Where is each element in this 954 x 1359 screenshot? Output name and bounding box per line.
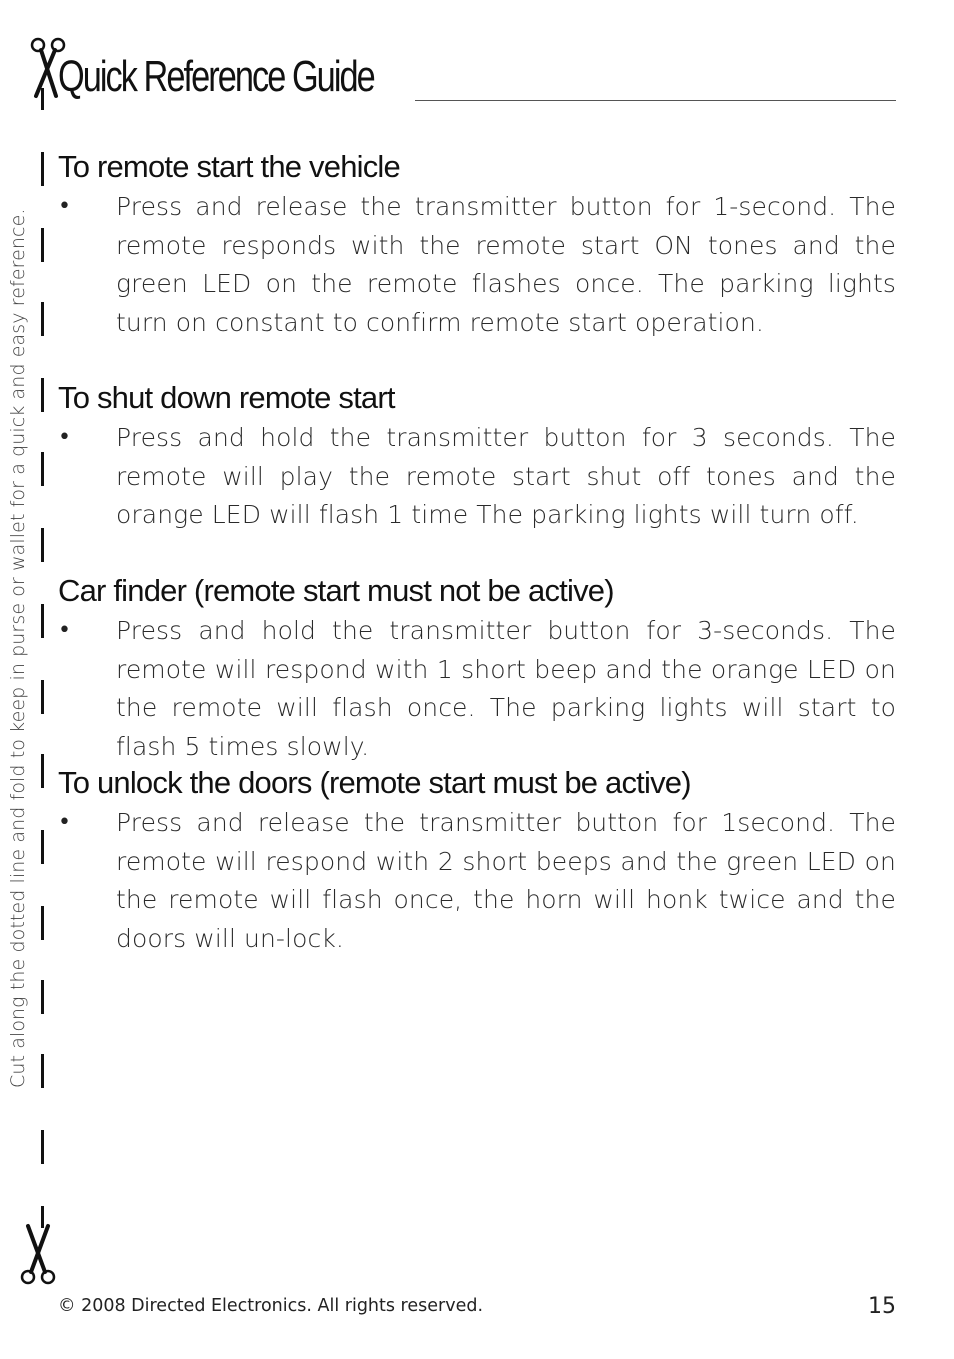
instruction-text: Press and hold the transmitter button for 3-seconds. The remote will respond with 1 short beep and the orange LED on the remote will flash once. The parking lights will start to flash 5 times slowly. bbox=[116, 616, 896, 762]
list-item bbox=[58, 419, 896, 535]
list-item bbox=[58, 804, 896, 959]
cut-line-segment bbox=[41, 1054, 44, 1088]
section-shut-down bbox=[58, 379, 896, 535]
bullet-icon: • bbox=[58, 425, 71, 450]
section-heading: Car finder (remote start must not be active) bbox=[58, 573, 614, 608]
copyright-notice: © 2008 Directed Electronics. All rights reserved. bbox=[58, 1296, 484, 1316]
cut-instruction-note: Cut along the dotted line and fold to keep in purse or wallet for a quick and easy reference. bbox=[7, 208, 29, 1088]
cut-line-segment bbox=[41, 680, 44, 714]
page-title: Quick Reference Guide bbox=[58, 52, 374, 101]
cut-line-segment bbox=[41, 906, 44, 940]
cut-line-segment bbox=[41, 754, 44, 788]
bullet-icon: • bbox=[58, 194, 71, 219]
section-unlock-doors bbox=[58, 764, 896, 959]
title-underline bbox=[415, 100, 896, 101]
instruction-text: Press and release the transmitter button for 1second. The remote will respond with 2 short beeps and the green LED on the remote will flash once, the horn will honk twice and the doors will un-lock. bbox=[116, 808, 896, 954]
cut-line-segment bbox=[41, 378, 44, 412]
instruction-text: Press and hold the transmitter button for 3 seconds. The remote will play the remote start shut off tones and the orange LED will flash 1 time The parking lights will turn off. bbox=[116, 423, 896, 530]
bullet-icon: • bbox=[58, 810, 71, 835]
cut-line-segment bbox=[41, 980, 44, 1014]
section-heading: To remote start the vehicle bbox=[58, 149, 400, 184]
scissors-icon bbox=[28, 36, 68, 100]
section-car-finder bbox=[58, 572, 896, 767]
cut-line-segment bbox=[41, 228, 44, 262]
section-remote-start bbox=[58, 148, 896, 343]
list-item bbox=[58, 612, 896, 767]
list-item bbox=[58, 188, 896, 343]
page-number: 15 bbox=[868, 1294, 896, 1319]
section-heading: To shut down remote start bbox=[58, 380, 395, 415]
section-heading: To unlock the doors (remote start must be active) bbox=[58, 765, 691, 800]
cut-line-segment bbox=[41, 152, 44, 186]
cut-line-segment bbox=[41, 88, 44, 110]
bullet-icon: • bbox=[58, 618, 71, 643]
cut-line-segment bbox=[41, 528, 44, 562]
scissors-icon bbox=[18, 1222, 58, 1286]
cut-line-segment bbox=[41, 604, 44, 638]
instruction-text: Press and release the transmitter button for 1-second. The remote responds with the remote start ON tones and the green LED on the remote flashes once. The parking lights turn on constant to confirm remote start operation. bbox=[116, 192, 896, 338]
cut-line-segment bbox=[41, 452, 44, 486]
cut-line-segment bbox=[41, 830, 44, 864]
cut-line-segment bbox=[41, 302, 44, 336]
cut-line-segment bbox=[41, 1130, 44, 1164]
